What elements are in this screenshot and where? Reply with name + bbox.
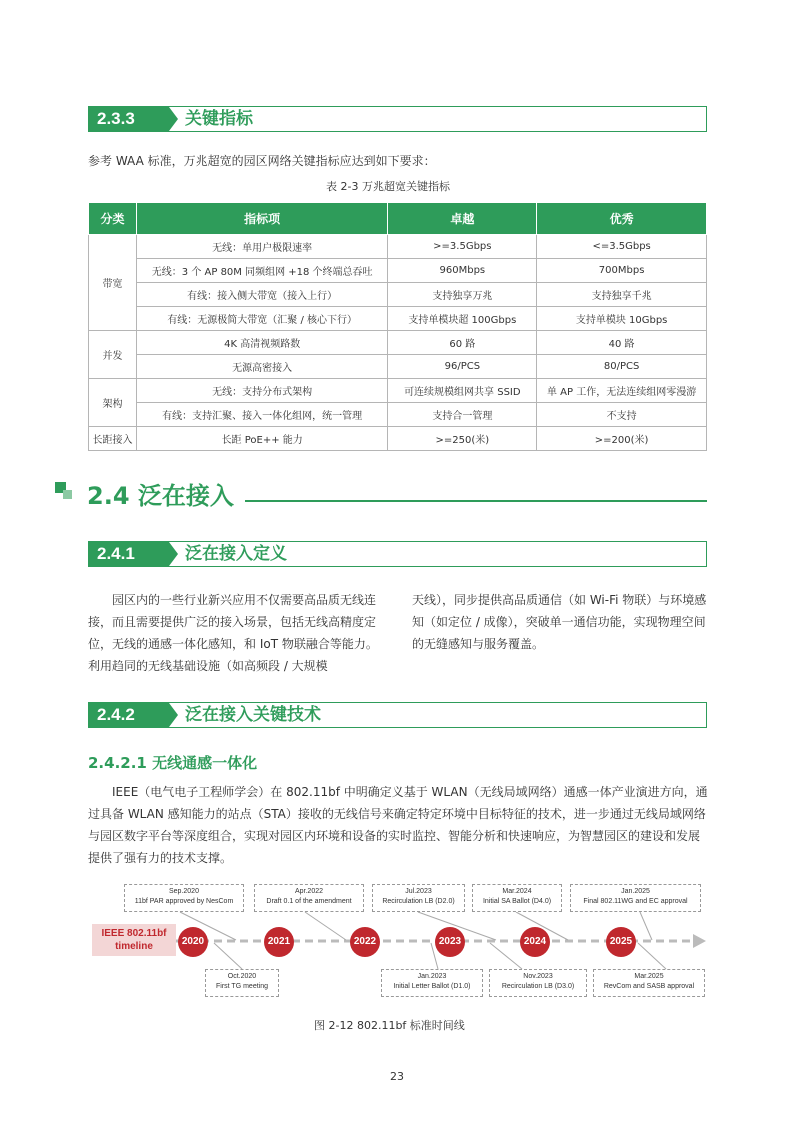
table-cell: 无线：单用户极限速率 bbox=[136, 235, 388, 259]
connector bbox=[214, 943, 242, 969]
page-number: 23 bbox=[390, 1070, 404, 1083]
table-cell: 支持单模块超 100Gbps bbox=[388, 307, 537, 331]
table-cell: 无线：3 个 AP 80M 同频组网 +18 个终端总吞吐 bbox=[136, 259, 388, 283]
table-header: 优秀 bbox=[537, 203, 707, 235]
event-text: Recirculation LB (D3.0) bbox=[501, 983, 575, 990]
timeline-label bbox=[92, 924, 176, 956]
table-cell: 有线：支持汇聚、接入一体化组网，统一管理 bbox=[136, 403, 388, 427]
table-cell: >=200(米) bbox=[537, 427, 707, 451]
connector bbox=[490, 943, 522, 969]
event-date: Mar.2025 bbox=[634, 973, 664, 980]
timeline-event bbox=[570, 884, 701, 912]
event-date: Oct.2020 bbox=[227, 973, 257, 980]
event-date: Apr.2022 bbox=[294, 888, 324, 895]
connector bbox=[305, 912, 346, 940]
event-text: Recirculation LB (D2.0) bbox=[382, 898, 455, 905]
year-marker: 2023 bbox=[435, 927, 465, 957]
event-date: Sep.2020 bbox=[169, 888, 199, 895]
paragraph-text: IEEE（电气电子工程师学会）在 802.11bf 中明确定义基于 WLAN（无线局域网络）通感一体产业演进方向，通过具备 WLAN 感知能力的站点（STA）接收的无线信号来确定特定环境中目标特征的技术，进一步通过无线局域网络与园区数字平台等深度组合，实现对园区内环境和设备的实时监控、智能分析和快速响应，为智慧园区的建设和发展提供了强有力的技术支撑。 bbox=[88, 785, 708, 865]
table-cell: 无源高密接入 bbox=[136, 355, 388, 379]
year-marker: 2022 bbox=[350, 927, 380, 957]
table-header: 分类 bbox=[89, 203, 137, 235]
event-text: Draft 0.1 of the amendment bbox=[266, 898, 352, 905]
timeline-event bbox=[489, 969, 587, 997]
table-cell: 单 AP 工作，无法连续组网零漫游 bbox=[537, 379, 707, 403]
timeline-event bbox=[254, 884, 364, 912]
table-cell: >=3.5Gbps bbox=[388, 235, 537, 259]
event-date: Jul.2023 bbox=[405, 888, 432, 895]
table-cell: 700Mbps bbox=[537, 259, 707, 283]
timeline-label-line: IEEE 802.11bf bbox=[101, 928, 167, 939]
table-cell: >=250(米) bbox=[388, 427, 537, 451]
connector bbox=[638, 943, 666, 969]
table-cell: 支持独享千兆 bbox=[537, 283, 707, 307]
timeline-arrowhead bbox=[693, 934, 706, 948]
table-cell: 有线：接入侧大带宽（接入上行） bbox=[136, 283, 388, 307]
connector bbox=[640, 912, 652, 940]
table-header: 指标项 bbox=[136, 203, 388, 235]
year-marker: 2025 bbox=[606, 927, 636, 957]
intro-text: 参考 WAA 标准，万兆超宽的园区网络关键指标应达到如下要求： bbox=[88, 154, 436, 168]
table-cell: 80/PCS bbox=[537, 355, 707, 379]
table-cell: 无线：支持分布式架构 bbox=[136, 379, 388, 403]
section-title: 泛在接入定义 bbox=[185, 544, 287, 564]
category-cell: 带宽 bbox=[89, 235, 137, 331]
table-cell: 960Mbps bbox=[388, 259, 537, 283]
event-date: Nov.2023 bbox=[523, 973, 553, 980]
category-cell: 架构 bbox=[89, 379, 137, 427]
section-title: 泛在接入关键技术 bbox=[185, 705, 321, 725]
event-date: Mar.2024 bbox=[502, 888, 532, 895]
event-text: Final 802.11WG and EC approval bbox=[583, 898, 688, 905]
timeline-event bbox=[124, 884, 244, 912]
event-date: Jan.2025 bbox=[621, 888, 650, 895]
table-cell: 不支持 bbox=[537, 403, 707, 427]
table-cell: 有线：无源极简大带宽（汇聚 / 核心下行） bbox=[136, 307, 388, 331]
year-marker: 2024 bbox=[520, 927, 550, 957]
timeline-event bbox=[593, 969, 705, 997]
table-cell: 可连续规模组网共享 SSID bbox=[388, 379, 537, 403]
chapter-title: 2.4 泛在接入 bbox=[87, 482, 234, 510]
figure-caption: 图 2-12 802.11bf 标准时间线 bbox=[314, 1019, 465, 1032]
table-cell: 支持独享万兆 bbox=[388, 283, 537, 307]
event-text: RevCom and SASB approval bbox=[603, 983, 695, 990]
section-number: 2.4.1 bbox=[89, 542, 169, 566]
year-marker: 2021 bbox=[264, 927, 294, 957]
year-marker: 2020 bbox=[178, 927, 208, 957]
section-number: 2.3.3 bbox=[89, 107, 169, 131]
event-date: Jan.2023 bbox=[417, 973, 447, 980]
timeline-event bbox=[205, 969, 279, 997]
category-cell: 并发 bbox=[89, 331, 137, 379]
section-title: 关键指标 bbox=[185, 109, 253, 129]
table-cell: 40 路 bbox=[537, 331, 707, 355]
table-cell: 支持单模块 10Gbps bbox=[537, 307, 707, 331]
timeline-event bbox=[381, 969, 483, 997]
subsection-title: 2.4.2.1 无线通感一体化 bbox=[88, 754, 258, 772]
table-caption: 表 2-3 万兆超宽关键指标 bbox=[326, 180, 450, 193]
paragraph-text: 园区内的一些行业新兴应用不仅需要高品质无线连接，而且需要提供广泛的接入场景，包括无线高精度定位，无线的通感一体化感知，和 IoT 物联融合等能力。利用趋同的无线基础设施（如高频段 / 大规模 bbox=[88, 593, 378, 673]
event-text: First TG meeting bbox=[216, 983, 268, 990]
timeline-event bbox=[372, 884, 465, 912]
timeline-label-line: timeline bbox=[115, 941, 153, 952]
table-cell: 96/PCS bbox=[388, 355, 537, 379]
table-cell: 支持合一管理 bbox=[388, 403, 537, 427]
section-number: 2.4.2 bbox=[89, 703, 169, 727]
table-cell: 长距 PoE++ 能力 bbox=[136, 427, 388, 451]
event-text: 11bf PAR approved by NesCom bbox=[134, 898, 234, 905]
table-cell: 60 路 bbox=[388, 331, 537, 355]
category-cell: 长距接入 bbox=[89, 427, 137, 451]
table-header: 卓越 bbox=[388, 203, 537, 235]
event-text: Initial SA Ballot (D4.0) bbox=[482, 898, 552, 905]
table-cell: 4K 高清视频路数 bbox=[136, 331, 388, 355]
paragraph-text: 天线），同步提供高品质通信（如 Wi-Fi 物联）与环境感知（如定位 / 成像），突破单一通信功能，实现物理空间的无缝感知与服务覆盖。 bbox=[412, 593, 707, 651]
event-text: Initial Letter Ballot (D1.0) bbox=[393, 983, 471, 990]
timeline-event bbox=[472, 884, 562, 912]
table-cell: <=3.5Gbps bbox=[537, 235, 707, 259]
